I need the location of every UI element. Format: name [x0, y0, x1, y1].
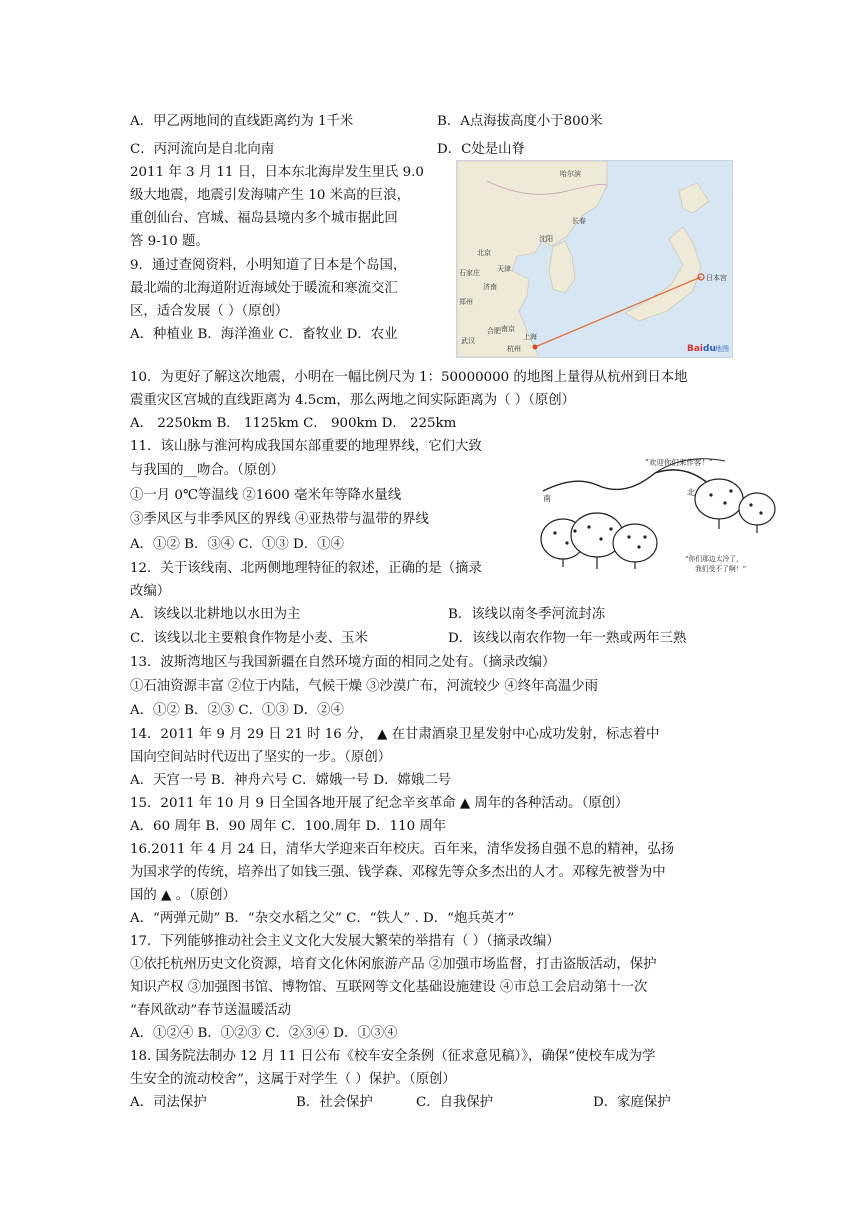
q8-option-b: B．A点海拔高度小于800米 [437, 114, 603, 129]
question-14: 国向空间站时代迈出了坚实的一步。（原创） [130, 750, 392, 765]
q12-option-b: B．该线以南冬季河流封冻 [448, 607, 606, 622]
question-13-items: ①石油资源丰富 ②位于内陆，气候干燥 ③沙漠广布，河流较少 ④终年高温少雨 [130, 679, 599, 694]
map-label: 郑州 [459, 298, 473, 306]
q8-option-a: A．甲乙两地间的直线距离约为 1千米 [130, 114, 354, 129]
question-17-items: “春风欲动”春节送温暖活动 [130, 1003, 291, 1018]
question-16: 16.2011 年 4 月 24 日，清华大学迎来百年校庆。百年来，清华发扬自强不息的精神，弘扬 [130, 842, 675, 857]
q18-option-b: B．社会保护 [296, 1095, 373, 1110]
map-label: 日本宫 [706, 274, 727, 282]
question-16-options: A．“两弹元勋” B．“杂交水稻之父” C．“铁人” . D．“炮兵英才” [130, 911, 515, 926]
q18-option-a: A．司法保护 [130, 1095, 207, 1110]
q18-option-d: D．家庭保护 [593, 1095, 671, 1110]
map-label: 南京 [501, 325, 515, 333]
earthquake-intro: 级大地震，地震引发海啸产生 10 米高的巨浪， [130, 188, 410, 203]
question-10-options: A． 2250km B． 1125km C． 900km D． 225km [130, 416, 457, 431]
question-15-options: A．60 周年 B．90 周年 C．100.周年 D．110 周年 [130, 819, 447, 834]
baidu-logo: Bai [687, 344, 704, 354]
earthquake-intro: 答 9-10 题。 [130, 234, 209, 249]
question-13: 13．波斯湾地区与我国新疆在自然环境方面的相同之处有。（摘录改编） [130, 655, 556, 670]
q8-option-c: C．丙河流向是自北向南 [130, 142, 275, 157]
question-12: 12．关于该线南、北两侧地理特征的叙述，正确的是（摘录 [130, 561, 482, 576]
speech-cold-2: 我们受不了啊！” [695, 565, 747, 573]
question-11: 11．该山脉与淮河构成我国东部重要的地理界线，它们大致 [130, 439, 482, 454]
map-label: 石家庄 [459, 269, 480, 277]
map-label: 沈阳 [539, 235, 553, 243]
hangzhou-marker [533, 345, 538, 350]
question-17-items: ①依托杭州历史文化资源，培育文化休闲旅游产品 ②加强市场监督，打击盗版活动，保护 [130, 957, 657, 972]
question-17-items: 知识产权 ③加强图书馆、博物馆、互联网等文化基础设施建设 ④市总工会启动第十一次 [130, 980, 648, 995]
label-north: 北 [687, 488, 695, 497]
map-label: 杭州 [507, 345, 521, 353]
tree-icon [613, 524, 657, 562]
question-9: 最北端的北海道附近海域处于暖流和寒流交汇 [130, 281, 398, 296]
q12-option-c: C．该线以北主要粮食作物是小麦、玉米 [130, 631, 368, 646]
question-9-options: A．种植业 B．海洋渔业 C．畜牧业 D．农业 [130, 327, 398, 342]
earthquake-intro: 2011 年 3 月 11 日，日本东北海岸发生里氏 9.0 [130, 165, 424, 180]
map-graphic [457, 161, 732, 357]
label-south: 南 [543, 494, 551, 503]
question-10: 震重灾区宫城的直线距离为 4.5cm，那么两地之间实际距离为（ ）（原创） [130, 393, 576, 408]
question-14: 14．2011 年 9 月 29 日 21 时 16 分， ▲ 在甘肃酒泉卫星发射中心成功发射，标志着中 [130, 727, 660, 742]
question-11-items: ①一月 0℃等温线 ②1600 毫米年等降水量线 [130, 488, 402, 503]
q12-option-d: D．该线以南农作物一年一熟或两年三熟 [448, 631, 687, 646]
question-18: 生安全的流动校舍”，这属于对学生（ ）保护。（原创） [130, 1072, 456, 1087]
speech-cold-1: “你们那边太冷了， [685, 555, 743, 563]
question-9: 9．通过查阅资料，小明知道了日本是个岛国， [130, 258, 407, 273]
map-label: 天津 [497, 265, 511, 273]
question-11: 与我国的__吻合。（原创） [130, 463, 284, 478]
baidu-logo-map: 地图 [715, 345, 729, 353]
question-13-options: A．①② B．②③ C．①③ D．②④ [130, 703, 344, 718]
question-17-options: A．①②④ B．①②③ C．②③④ D．①③④ [130, 1026, 398, 1041]
map-label: 武汉 [461, 337, 475, 345]
map-label: 哈尔滨 [560, 170, 581, 178]
q12-option-a: A．该线以北耕地以水田为主 [130, 607, 301, 622]
speech-welcome: “欢迎你们来作客！” [645, 458, 713, 467]
question-17: 17．下列能够推动社会主义文化大发展大繁荣的举措有（ ）（摘录改编） [130, 934, 560, 949]
question-11-items: ③季风区与非季风区的界线 ④亚热带与温带的界线 [130, 512, 429, 527]
q18-option-c: C．自我保护 [416, 1095, 494, 1110]
map-label: 合肥 [487, 327, 501, 335]
question-16: 为国求学的传统，培养出了如钱三强、钱学森、邓稼先等众多杰出的人才。邓稼先被誉为中 [130, 865, 666, 880]
question-14-options: A．天宫一号 B．神舟六号 C．嫦娥一号 D．嫦娥二号 [130, 773, 452, 788]
question-9: 区，适合发展（ ）（原创） [130, 304, 289, 319]
earthquake-intro: 重创仙台、宫城、福岛县境内多个城市据此回 [130, 211, 398, 226]
qinling-cartoon [535, 443, 780, 580]
baidu-logo-du: du [703, 344, 716, 354]
question-18: 18. 国务院法制办 12 月 11 日公布《校车安全条例（征求意见稿）》，确保“使校车成为学 [130, 1049, 656, 1064]
tree-icon [739, 493, 775, 525]
question-12: 改编） [130, 584, 171, 599]
east-asia-map [456, 160, 733, 358]
question-15: 15．2011 年 10 月 9 日全国各地开展了纪念辛亥革命 ▲ 周年的各种活动。（原创） [130, 796, 629, 811]
q8-option-d: D．C处是山脊 [437, 142, 525, 157]
map-label: 长春 [572, 217, 586, 225]
map-label: 上海 [523, 333, 537, 341]
map-label: 北京 [477, 249, 491, 257]
map-label: 济南 [483, 283, 497, 291]
tree-icon [695, 479, 743, 519]
question-16: 国的 ▲ 。（原创） [130, 888, 236, 903]
question-11-options: A．①② B．③④ C．①③ D．①④ [130, 537, 344, 552]
question-10: 10．为更好了解这次地震，小明在一幅比例尺为 1：50000000 的地图上量得从杭州到日本地 [130, 370, 688, 385]
cartoon-graphic [535, 443, 780, 580]
